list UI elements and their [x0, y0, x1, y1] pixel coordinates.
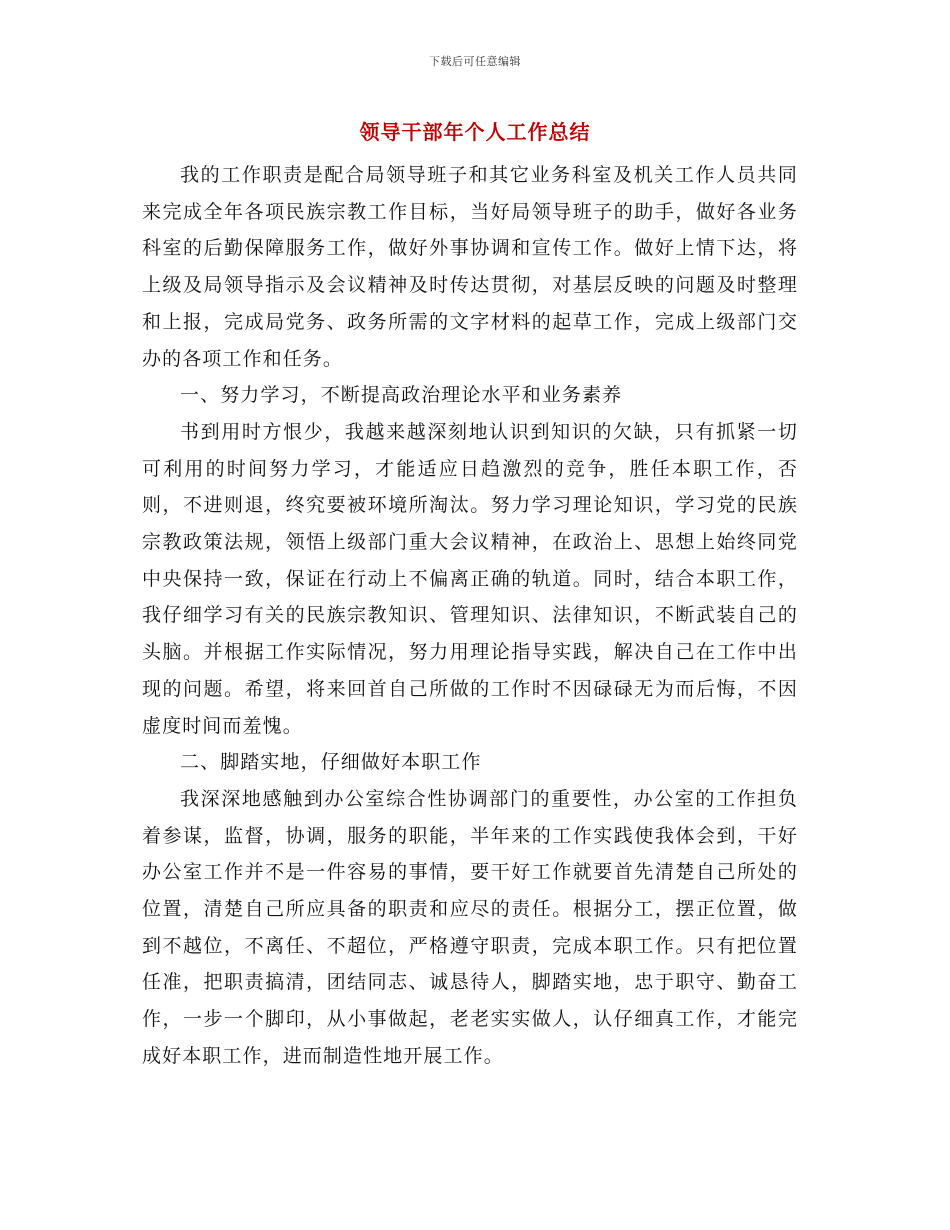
- header-note: 下载后可任意编辑: [429, 55, 521, 68]
- section-heading-1: 一、努力学习，不断提高政治理论水平和业务素养: [180, 384, 623, 407]
- intro-paragraph: 我的工作职责是配合局领导班子和其它业务科室及机关工作人员共同来完成全年各项民族宗教工作目标，当好局领导班子的助手，做好各业务科室的后勤保障服务工作，做好外事协调和宣传工作。做好上情下达，将上级及局领导指示及会议精神及时传达贯彻，对基层反映的问题及时整理和上报，完成局党务、政务所需的文字材料的起草工作，完成上级部门交办的各项工作和任务。: [142, 164, 798, 370]
- section-paragraph-2: 我深深地感触到办公室综合性协调部门的重要性，办公室的工作担负着参谋，监督，协调，服务的职能，半年来的工作实践使我体会到，干好办公室工作并不是一件容易的事情，要干好工作就要首先清楚自己所处的位置，清楚自己所应具备的职责和应尽的责任。根据分工，摆正位置，做到不越位，不离任、不超位，严格遵守职责，完成本职工作。只有把位置任准，把职责搞清，团结同志、诚恳待人，脚踏实地，忠于职守、勤奋工作，一步一个脚印，从小事做起，老老实实做人，认仔细真工作，才能完成好本职工作，进而制造性地开展工作。: [142, 787, 798, 1067]
- section-paragraph-1: 书到用时方恨少，我越来越深刻地认识到知识的欠缺，只有抓紧一切可利用的时间努力学习，才能适应日趋激烈的竞争，胜任本职工作，否则，不进则退，终究要被环境所淘汰。努力学习理论知识，学习党的民族宗教政策法规，领悟上级部门重大会议精神，在政治上、思想上始终同党中央保持一致，保证在行动上不偏离正确的轨道。同时，结合本职工作，我仔细学习有关的民族宗教知识、管理知识、法律知识，不断武装自己的头脑。并根据工作实际情况，努力用理论指导实践，解决自己在工作中出现的问题。希望，将来回首自己所做的工作时不因碌碌无为而后悔，不因虚度时间而羞愧。: [142, 420, 798, 737]
- page-title: 领导干部年个人工作总结: [359, 120, 591, 144]
- document-body: [142, 157, 798, 1075]
- section-heading-2: 二、脚踏实地，仔细做好本职工作: [180, 751, 482, 774]
